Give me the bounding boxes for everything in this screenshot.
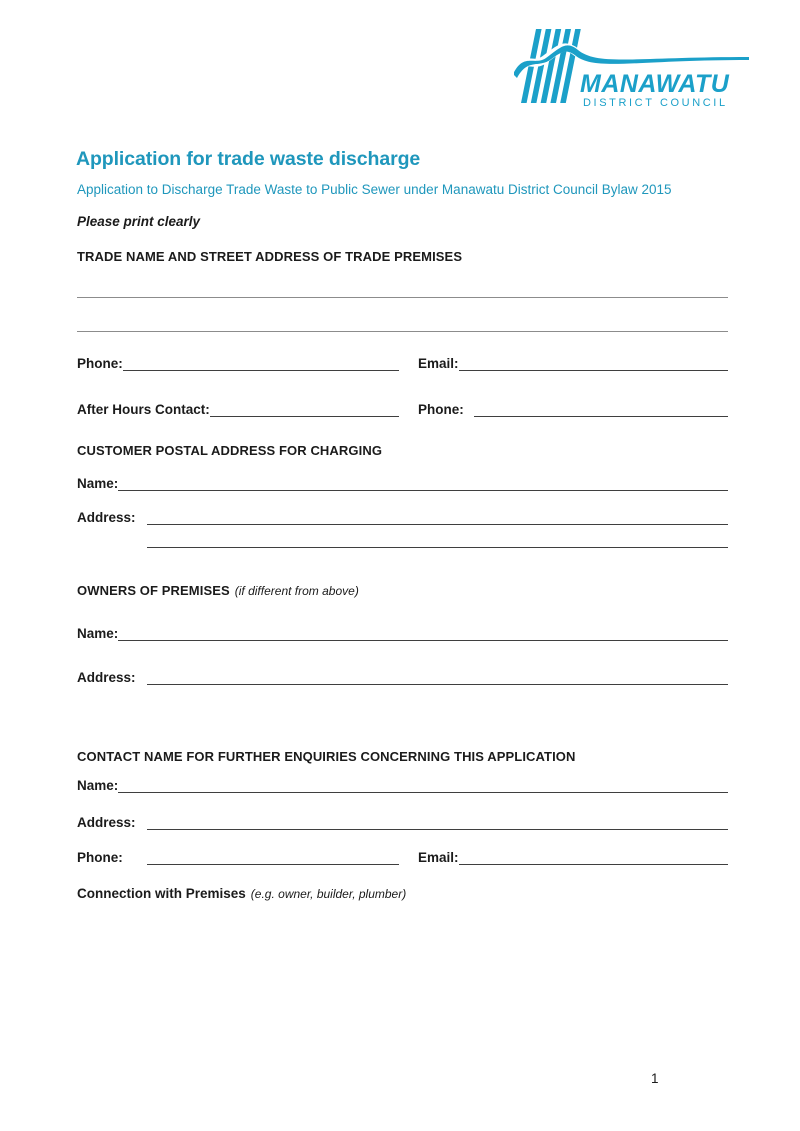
trade-phone-email-row — [77, 351, 728, 371]
after-hours-contact-field — [77, 402, 399, 417]
contact-phone-email-row — [77, 845, 728, 865]
owners-heading-note: (if different from above) — [234, 584, 359, 598]
connection-heading-note: (e.g. owner, builder, plumber) — [250, 887, 407, 901]
customer-name-field — [77, 471, 728, 491]
customer-address-label: Address: — [77, 510, 136, 525]
contact-phone-label: Phone: — [77, 850, 123, 865]
contact-address-label: Address: — [77, 815, 136, 830]
connection-section-heading — [77, 886, 406, 901]
customer-address-input-line-2[interactable] — [147, 547, 728, 548]
owners-name-input-line[interactable] — [118, 621, 728, 641]
logo-wordmark: MANAWATU — [580, 70, 730, 98]
logo-sub-wordmark: DISTRICT COUNCIL — [583, 97, 728, 109]
customer-address-input-line-1[interactable] — [147, 505, 728, 525]
council-logo — [514, 26, 749, 110]
logo-graphic — [514, 26, 749, 110]
owners-address-field — [77, 665, 728, 685]
owners-section-heading — [77, 583, 359, 598]
contact-email-label: Email: — [418, 850, 459, 865]
contact-name-field — [77, 773, 728, 793]
trade-email-input-line[interactable] — [459, 356, 728, 371]
customer-address-field — [77, 505, 728, 525]
contact-email-input-line[interactable] — [459, 850, 728, 865]
contact-address-field — [77, 810, 728, 830]
contact-phone-input-line[interactable] — [147, 850, 399, 865]
contact-name-label: Name: — [77, 778, 119, 793]
trade-premises-line-2[interactable] — [77, 331, 728, 332]
contact-name-input-line[interactable] — [118, 773, 728, 793]
after-hours-phone-field — [418, 402, 728, 417]
contact-section-heading: CONTACT NAME FOR FURTHER ENQUIRIES CONCERNING THIS APPLICATION — [77, 749, 576, 764]
trade-phone-label: Phone: — [77, 356, 123, 371]
trade-phone-field — [77, 356, 399, 371]
print-clearly-instruction: Please print clearly — [77, 214, 201, 229]
owners-heading-text: OWNERS OF PREMISES — [77, 583, 230, 598]
customer-name-input-line[interactable] — [118, 471, 728, 491]
trade-phone-input-line[interactable] — [123, 356, 399, 371]
after-hours-phone-label: Phone: — [418, 402, 464, 417]
owners-address-label: Address: — [77, 670, 136, 685]
contact-phone-field — [77, 850, 399, 865]
customer-name-label: Name: — [77, 476, 119, 491]
customer-section-heading: CUSTOMER POSTAL ADDRESS FOR CHARGING — [77, 443, 383, 458]
connection-heading-text: Connection with Premises — [77, 886, 246, 901]
trade-section-heading: TRADE NAME AND STREET ADDRESS OF TRADE PREMISES — [77, 249, 463, 264]
document-title: Application for trade waste discharge — [76, 148, 421, 170]
after-hours-phone-input-line[interactable] — [474, 402, 728, 417]
contact-email-field — [418, 850, 728, 865]
contact-address-input-line[interactable] — [147, 810, 728, 830]
after-hours-row — [77, 397, 728, 417]
trade-premises-line-1[interactable] — [77, 297, 728, 298]
page-number: 1 — [651, 1071, 659, 1086]
owners-address-input-line[interactable] — [147, 665, 728, 685]
trade-email-field — [418, 356, 728, 371]
owners-name-label: Name: — [77, 626, 119, 641]
document-subtitle: Application to Discharge Trade Waste to Public Sewer under Manawatu District Council Bylaw 2015 — [77, 182, 672, 197]
trade-email-label: Email: — [418, 356, 459, 371]
after-hours-contact-input-line[interactable] — [210, 402, 399, 417]
after-hours-contact-label: After Hours Contact: — [77, 402, 210, 417]
owners-name-field — [77, 621, 728, 641]
